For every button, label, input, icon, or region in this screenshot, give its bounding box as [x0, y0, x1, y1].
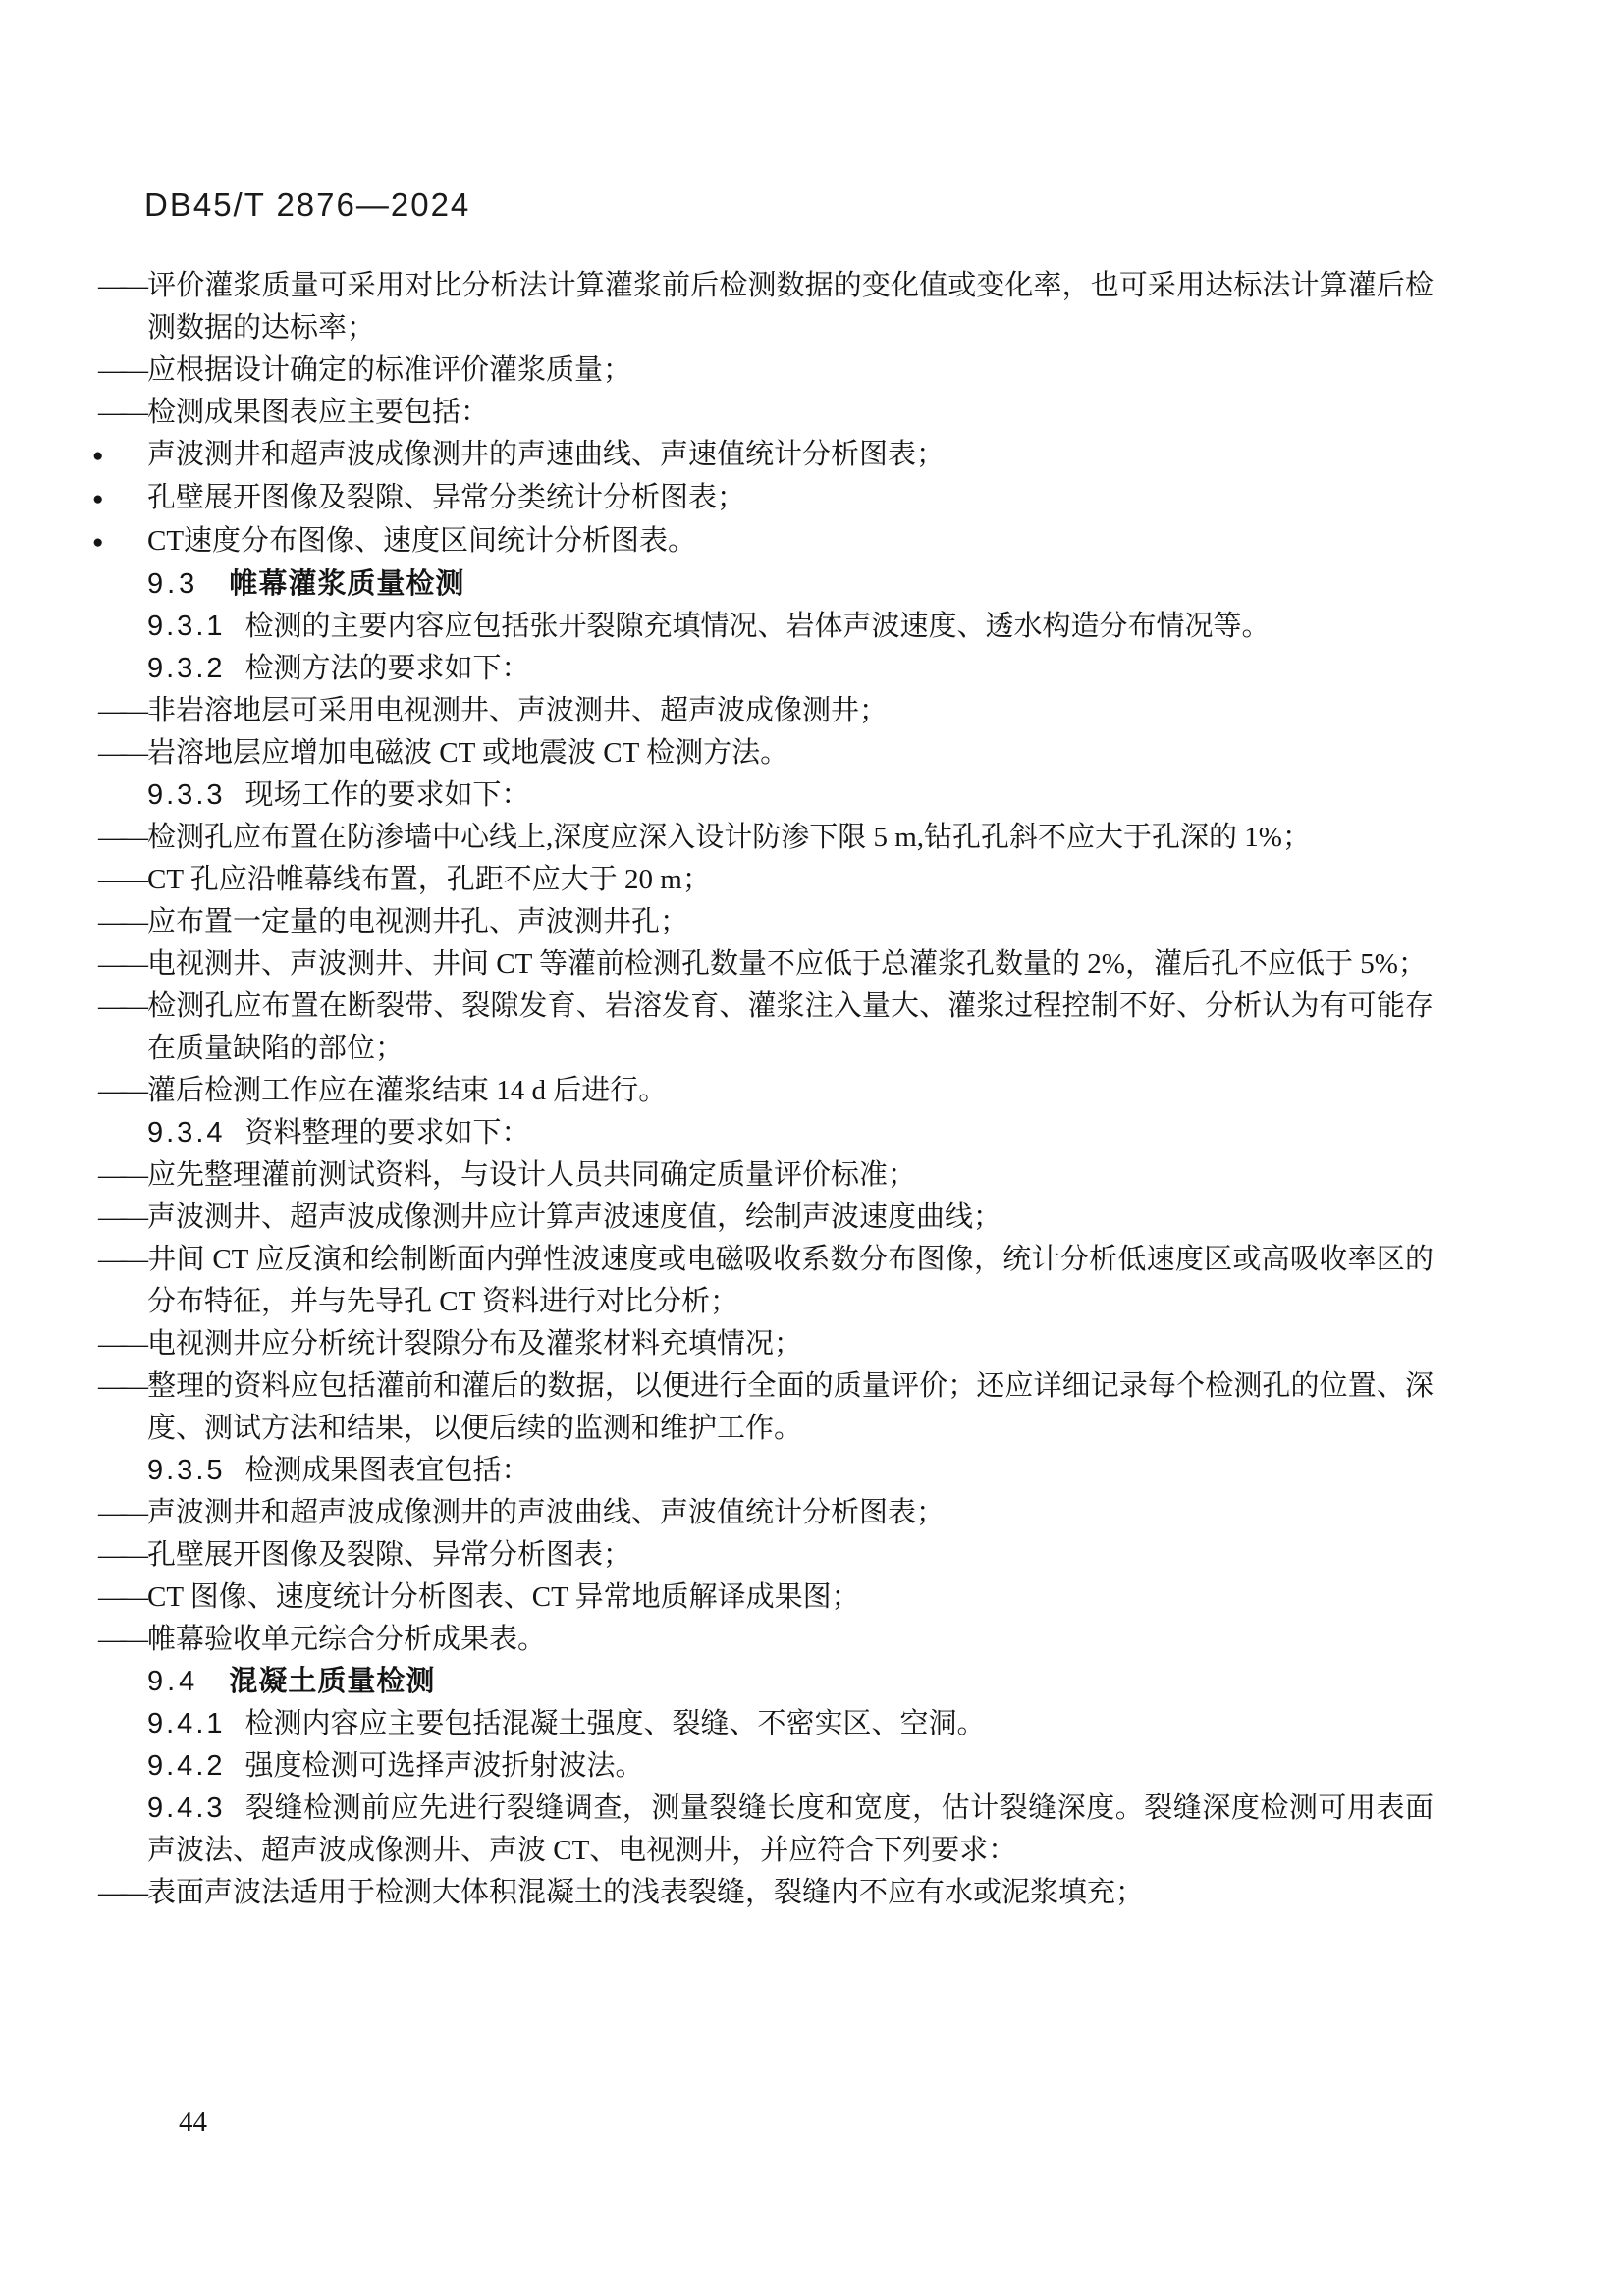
bullet-item-text: CT速度分布图像、速度区间统计分析图表。: [147, 525, 697, 557]
dash-item-text: 非岩溶地层可采用电视测井、声波测井、超声波成像测井；: [147, 695, 889, 726]
dash-marker: ——: [98, 906, 141, 937]
dash-item-text: 应布置一定量的电视测井孔、声波测井孔；: [147, 906, 689, 937]
dash-marker: ——: [98, 354, 141, 386]
dash-marker: ——: [98, 1877, 141, 1908]
dash-item: [98, 1154, 1434, 1197]
clause-text: 检测方法的要求如下：: [244, 653, 530, 684]
clause-number: 9.3.3: [147, 779, 226, 811]
dash-item: [98, 943, 1434, 986]
dash-marker: ——: [98, 864, 141, 895]
dash-item-text: 整理的资料应包括灌前和灌后的数据，以便进行全面的质量评价；还应详细记录每个检测孔的位置、深度、测试方法和结果，以便后续的监测和维护工作。: [147, 1370, 1434, 1444]
dash-marker: ——: [98, 1370, 141, 1402]
dash-item-text: 声波测井、超声波成像测井应计算声波速度值，绘制声波速度曲线；: [147, 1201, 1002, 1233]
page-number: 44: [179, 2107, 207, 2138]
dash-item-text: 灌后检测工作应在灌浆结束 14 d 后进行。: [147, 1075, 668, 1106]
dash-marker: ——: [98, 397, 141, 428]
dash-item: [98, 392, 1434, 434]
dash-item-text: 检测孔应布置在断裂带、裂隙发育、岩溶发育、灌浆注入量大、灌浆过程控制不好、分析认为有可能存在质量缺陷的部位；: [147, 990, 1434, 1064]
dash-item-text: 电视测井、声波测井、井间 CT 等灌前检测孔数量不应低于总灌浆孔数量的 2%，灌后孔不应低于 5%；: [147, 948, 1427, 980]
clause-number: 9.4.2: [147, 1750, 226, 1782]
dash-marker: ——: [98, 822, 141, 853]
dash-marker: ——: [98, 948, 141, 980]
dash-item: [98, 817, 1434, 859]
clause-text: 检测的主要内容应包括张开裂隙充填情况、岩体声波速度、透水构造分布情况等。: [244, 611, 1271, 642]
clause-paragraph: [147, 648, 1434, 690]
bullet-item-text: 孔壁展开图像及裂隙、异常分类统计分析图表；: [147, 482, 746, 513]
clause-number: 9.3.1: [147, 611, 226, 642]
dash-marker: ——: [98, 1244, 141, 1275]
dash-item-text: 电视测井应分析统计裂隙分布及灌浆材料充填情况；: [147, 1328, 803, 1360]
document-body: [92, 265, 1434, 1914]
dash-marker: ——: [98, 1159, 141, 1191]
dash-item: [98, 349, 1434, 392]
dash-item: [98, 690, 1434, 732]
section-title: 帷幕灌浆质量检测: [229, 568, 465, 600]
dash-item: [98, 901, 1434, 943]
dash-item: [98, 1619, 1434, 1661]
bullet-marker: ●: [92, 489, 104, 509]
dash-item: [98, 1872, 1434, 1914]
dash-marker: ——: [98, 270, 141, 301]
clause-paragraph: [147, 1112, 1434, 1154]
section-number: 9.3: [147, 568, 199, 600]
clause-paragraph: [147, 1703, 1434, 1745]
standard-number-header: DB45/T 2876—2024: [144, 187, 471, 223]
bullet-marker: ●: [92, 446, 104, 466]
clause-paragraph: [147, 1450, 1434, 1492]
dash-item-text: 应根据设计确定的标准评价灌浆质量；: [147, 354, 632, 386]
dash-marker: ——: [98, 1539, 141, 1571]
section-title: 混凝土质量检测: [229, 1666, 436, 1697]
dash-marker: ——: [98, 737, 141, 769]
dash-item: [98, 265, 1434, 349]
section-heading-9-4: [147, 1661, 1434, 1703]
dash-item: [98, 1576, 1434, 1619]
dash-marker: ——: [98, 1624, 141, 1655]
dash-item-text: 井间 CT 应反演和绘制断面内弹性波速度或电磁吸收系数分布图像，统计分析低速度区或高吸收率区的分布特征，并与先导孔 CT 资料进行对比分析；: [147, 1244, 1434, 1317]
dash-marker: ——: [98, 1581, 141, 1613]
dash-item-text: 岩溶地层应增加电磁波 CT 或地震波 CT 检测方法。: [147, 737, 789, 769]
section-heading-9-3: [147, 563, 1434, 606]
dash-item-text: 帷幕验收单元综合分析成果表。: [147, 1624, 547, 1655]
dash-item-text: CT 孔应沿帷幕线布置，孔距不应大于 20 m；: [147, 864, 711, 895]
clause-number: 9.4.3: [147, 1792, 226, 1824]
clause-text: 检测内容应主要包括混凝土强度、裂缝、不密实区、空洞。: [244, 1708, 986, 1739]
bullet-marker: ●: [92, 532, 104, 553]
dash-item-text: CT 图像、速度统计分析图表、CT 异常地质解译成果图；: [147, 1581, 860, 1613]
dash-marker: ——: [98, 990, 141, 1022]
bullet-item: [92, 520, 1434, 563]
dash-marker: ——: [98, 1075, 141, 1106]
dash-item: [98, 1070, 1434, 1112]
clause-number: 9.4.1: [147, 1708, 226, 1739]
dash-item-text: 声波测井和超声波成像测井的声波曲线、声波值统计分析图表；: [147, 1497, 946, 1528]
dash-item: [98, 1197, 1434, 1239]
bullet-item: [92, 434, 1434, 477]
clause-text: 强度检测可选择声波折射波法。: [244, 1750, 644, 1782]
dash-item: [98, 986, 1434, 1070]
clause-number: 9.3.5: [147, 1455, 226, 1486]
clause-text: 检测成果图表宜包括：: [244, 1455, 530, 1486]
dash-item-text: 孔壁展开图像及裂隙、异常分析图表；: [147, 1539, 632, 1571]
dash-item: [98, 1534, 1434, 1576]
clause-number: 9.3.2: [147, 653, 226, 684]
clause-text: 现场工作的要求如下：: [244, 779, 530, 811]
clause-paragraph: [147, 1745, 1434, 1788]
dash-item-text: 检测孔应布置在防渗墙中心线上,深度应深入设计防渗下限 5 m,钻孔孔斜不应大于孔深的 1%；: [147, 822, 1311, 853]
bullet-item: [92, 477, 1434, 520]
clause-paragraph: [147, 774, 1434, 817]
clause-number: 9.3.4: [147, 1117, 226, 1148]
dash-item: [98, 859, 1434, 901]
clause-paragraph: [147, 1788, 1434, 1872]
dash-item-text: 检测成果图表应主要包括：: [147, 397, 490, 428]
dash-item: [98, 1323, 1434, 1365]
clause-paragraph: [147, 606, 1434, 648]
dash-item-text: 应先整理灌前测试资料，与设计人员共同确定质量评价标准；: [147, 1159, 917, 1191]
dash-item: [98, 732, 1434, 774]
dash-marker: ——: [98, 695, 141, 726]
dash-item-text: 评价灌浆质量可采用对比分析法计算灌浆前后检测数据的变化值或变化率，也可采用达标法计算灌后检测数据的达标率；: [147, 270, 1434, 344]
dash-item-text: 表面声波法适用于检测大体积混凝土的浅表裂缝，裂缝内不应有水或泥浆填充；: [147, 1877, 1145, 1908]
clause-text: 裂缝检测前应先进行裂缝调查，测量裂缝长度和宽度，估计裂缝深度。裂缝深度检测可用表面声波法、超声波成像测井、声波 CT、电视测井，并应符合下列要求：: [147, 1792, 1434, 1866]
clause-text: 资料整理的要求如下：: [244, 1117, 530, 1148]
dash-item: [98, 1365, 1434, 1450]
dash-marker: ——: [98, 1497, 141, 1528]
dash-marker: ——: [98, 1201, 141, 1233]
dash-item: [98, 1239, 1434, 1323]
section-number: 9.4: [147, 1666, 199, 1697]
dash-item: [98, 1492, 1434, 1534]
bullet-item-text: 声波测井和超声波成像测井的声速曲线、声速值统计分析图表；: [147, 439, 946, 470]
dash-marker: ——: [98, 1328, 141, 1360]
